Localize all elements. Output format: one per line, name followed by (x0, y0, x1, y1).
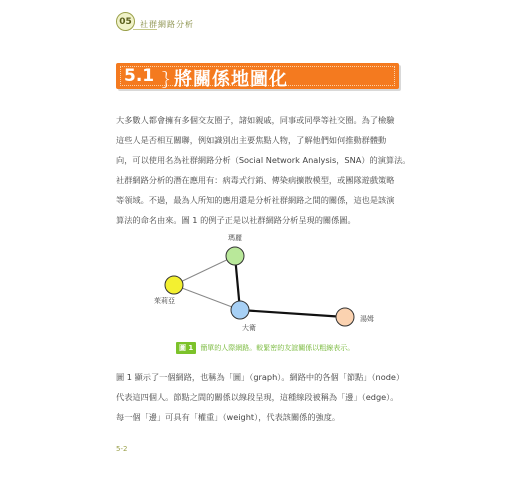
section-separator: ｝ (162, 71, 179, 91)
network-figure (116, 234, 406, 340)
edge-david-tom (240, 310, 345, 317)
paragraph-line: 這些人是否相互關聯，例如識別出主要焦點人物，了解他們如何推動群體動 (116, 135, 387, 145)
node-label-mary: 瑪麗 (228, 234, 242, 242)
paragraph-line: 算法的命名由來。圖 1 的例子正是以社群網路分析呈現的關係圖。 (116, 215, 356, 225)
node-label-tom: 湯姆 (360, 315, 374, 323)
paragraph-line: 等領域。不過，最為人所知的應用還是分析社群網路之間的關係，這也是該演 (116, 195, 395, 205)
chapter-number-badge: 05 (116, 12, 135, 31)
page-number: 5-2 (116, 445, 128, 453)
applications-paragraph (116, 170, 406, 230)
intro-paragraph (116, 110, 411, 170)
section-title: 將關係地圖化 (174, 69, 288, 90)
node-label-julia: 茱莉亞 (154, 297, 175, 305)
paragraph-line: 圖 1 顯示了一個網路，也稱為「圖」（graph）。網路中的各個「節點」（node） (116, 372, 405, 382)
node-mary (226, 247, 244, 265)
paragraph-line: 大多數人都會擁有多個交友圈子，諸如親戚，同事或同學等社交圈。為了檢驗 (116, 115, 395, 125)
node-david (231, 301, 249, 319)
node-tom (336, 308, 354, 326)
section-number: 5.1 (124, 66, 155, 86)
paragraph-line: 代表這四個人。節點之間的關係以線段呈現，這種線段被稱為「邊」（edge）。 (116, 392, 399, 402)
paragraph-line: 社群網路分析的潛在應用有：病毒式行銷、傳染病擴散模型，或團隊遊戲策略 (116, 175, 395, 185)
edge-mary-julia (174, 256, 235, 285)
node-julia (165, 276, 183, 294)
figure-caption-text: 簡單的人際網路。較緊密的友誼關係以粗線表示。 (200, 344, 355, 352)
section-title-bar (116, 63, 399, 89)
network-graph (116, 238, 406, 340)
figure-caption (176, 342, 354, 354)
node-label-david: 大衛 (242, 324, 256, 332)
paragraph-line: 每一個「邊」可具有「權重」（weight），代表該關係的強度。 (116, 412, 341, 422)
edge-julia-david (174, 285, 240, 310)
graph-definition-paragraph (116, 367, 406, 427)
figure-caption-tag: 圖 1 (176, 342, 196, 354)
paragraph-line: 向，可以使用名為社群網路分析（Social Network Analysis，SNA）的演算法。 (116, 155, 411, 165)
chapter-title: 社群網路分析 (140, 20, 194, 29)
